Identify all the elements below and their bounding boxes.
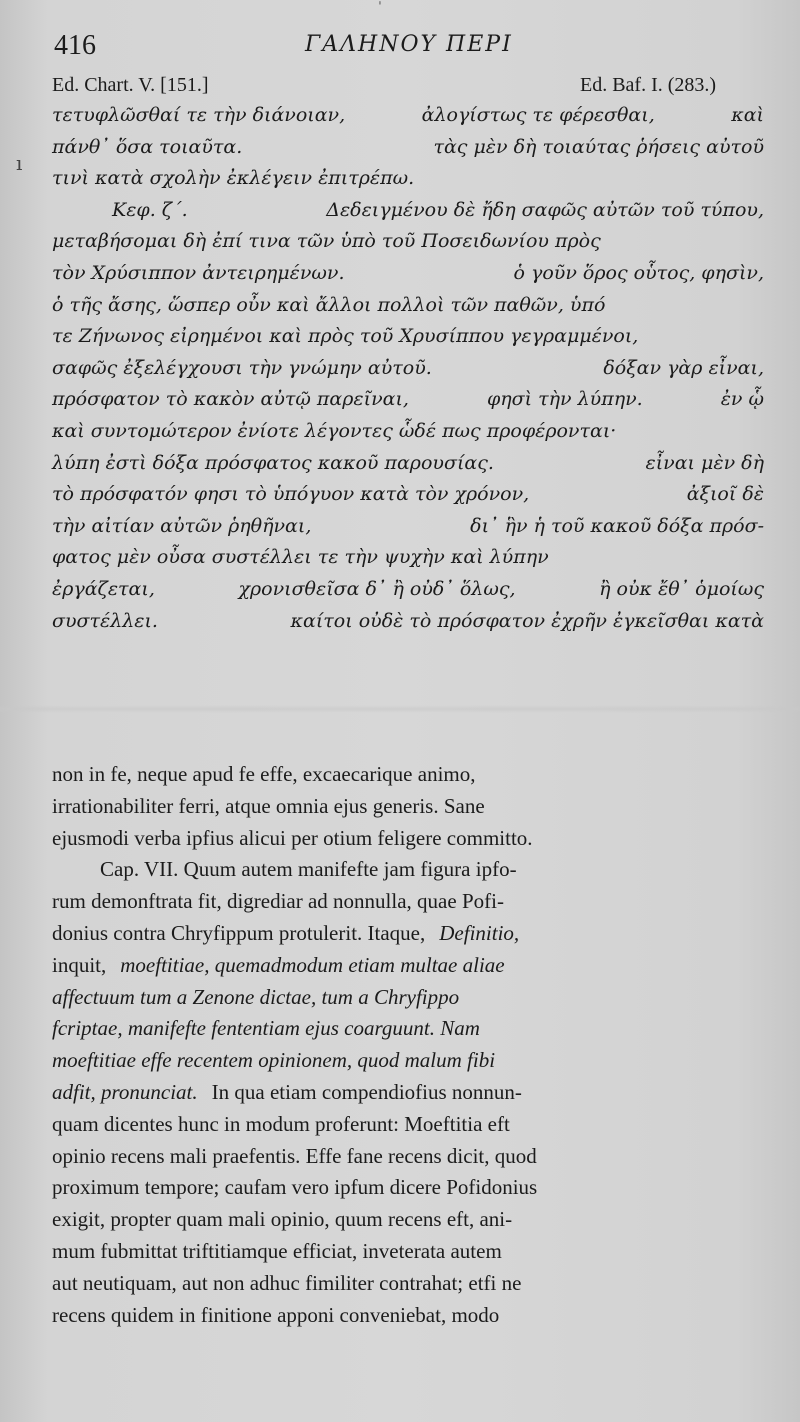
- greek-line: [52, 262, 764, 284]
- edition-reference-left: Ed. Chart. V. [151.]: [52, 74, 209, 96]
- latin-run: irrationabiliter ferri, atque omnia ejus generis. Sane: [52, 793, 485, 818]
- greek-line: [52, 420, 764, 442]
- latin-run: Cap. VII. Quum autem manifefte jam figura ipfo-: [100, 857, 517, 882]
- greek-line: [52, 578, 764, 600]
- latin-run: mum fubmittat triftitiamque efficiat, inveterata autem: [52, 1239, 502, 1263]
- latin-run: moeftitiae, quemadmodum etiam multae aliae: [120, 952, 505, 977]
- latin-line: [100, 857, 764, 882]
- greek-run: καὶ: [731, 104, 764, 126]
- latin-run: fcriptae, manifefte fententiam ejus coarguunt. Nam: [52, 1016, 480, 1041]
- latin-line: [52, 1207, 764, 1232]
- greek-run: τε Ζήνωνος εἰρημένοι καὶ πρὸς τοῦ Χρυσίππου γεγραμμένοι,: [52, 325, 639, 348]
- latin-line: [52, 1144, 764, 1169]
- latin-run: Definitio,: [439, 921, 520, 945]
- latin-line: [52, 953, 764, 978]
- latin-run: adfit, pronunciat.: [52, 1080, 198, 1104]
- greek-line: [52, 452, 764, 474]
- running-title: ΓΑΛΗΝΟΥ ΠΕΡΙ: [305, 32, 513, 57]
- greek-line: [52, 546, 764, 568]
- greek-run: τινὶ κατὰ σχολὴν ἐκλέγειν ἐπιτρέπω.: [52, 167, 415, 190]
- latin-run: rum demonftrata fit, digrediar ad nonnulla, quae Pofi-: [52, 889, 504, 914]
- greek-line: [112, 199, 764, 221]
- greek-run: τὸ πρόσφατόν φησι τὸ ὑπόγυον κατὰ τὸν χρόνον,: [52, 483, 530, 506]
- greek-run: συστέλλει.: [52, 609, 158, 632]
- edition-reference-right: Ed. Baf. I. (283.): [580, 74, 717, 96]
- greek-line: [52, 515, 764, 537]
- page-crease: [0, 705, 800, 713]
- greek-line: [52, 483, 764, 505]
- greek-run: φησὶ τὴν λύπην.: [486, 388, 643, 411]
- latin-line: [52, 762, 764, 787]
- greek-run: μεταβήσομαι δὴ ἐπί τινα τῶν ὑπὸ τοῦ Ποσειδωνίου πρὸς: [52, 230, 601, 253]
- latin-line: [52, 1239, 764, 1264]
- greek-line: [52, 294, 764, 316]
- greek-line: [52, 136, 764, 158]
- latin-line: [52, 1112, 764, 1137]
- greek-run: ἢ οὐκ ἔθ᾽ ὁμοίως: [599, 578, 764, 600]
- latin-run: affectuum tum a Zenone dictae, tum a Chryfippo: [52, 984, 460, 1009]
- greek-run: ἐργάζεται,: [52, 578, 155, 600]
- margin-mark: ı: [16, 151, 23, 175]
- greek-line: [52, 357, 764, 379]
- greek-run: εἶναι μὲν δὴ: [645, 451, 764, 474]
- latin-run: recens quidem in finitione apponi conveniebat, modo: [52, 1302, 500, 1327]
- greek-run: ὁ τῆς ἄσης, ὥσπερ οὖν καὶ ἄλλοι πολλοὶ τῶν παθῶν, ὑπό: [52, 293, 606, 316]
- latin-line: [52, 1175, 764, 1200]
- greek-run: τετυφλῶσθαί τε τὴν διάνοιαν,: [52, 104, 346, 126]
- greek-run: ἀλογίστως τε φέρεσθαι,: [421, 104, 655, 126]
- latin-line: [52, 1080, 764, 1105]
- greek-run: ἐν ᾧ: [720, 388, 764, 411]
- latin-run: quam dicentes hunc in modum proferunt: Moeftitia eft: [52, 1111, 510, 1136]
- greek-run: Δεδειγμένου δὲ ἤδη σαφῶς αὐτῶν τοῦ τύπου,: [326, 198, 764, 221]
- latin-line: [52, 1016, 764, 1041]
- latin-run: proximum tempore; caufam vero ipfum dicere Pofidonius: [52, 1175, 538, 1200]
- latin-line: [52, 1271, 764, 1296]
- greek-run: Κεφ. ζ΄.: [112, 198, 188, 221]
- greek-line: [52, 167, 764, 189]
- latin-run: inquit,: [52, 952, 107, 977]
- margin-tick-mark: ˈ: [378, 0, 382, 16]
- greek-line: [52, 610, 764, 632]
- greek-line: [52, 230, 764, 252]
- latin-run: moeftitiae effe recentem opinionem, quod malum fibi: [52, 1048, 496, 1073]
- greek-run: ἀξιοῖ δὲ: [686, 483, 764, 506]
- greek-run: ὁ γοῦν ὅρος οὗτος, φησὶν,: [513, 262, 764, 284]
- latin-line: [52, 889, 764, 914]
- latin-run: non in fe, neque apud fe effe, excaecarique animo,: [52, 762, 476, 786]
- latin-line: [52, 826, 764, 851]
- greek-run: πάνθ᾽ ὅσα τοιαῦτα.: [52, 135, 243, 158]
- greek-run: πρόσφατον τὸ κακὸν αὐτῷ παρεῖναι,: [52, 388, 409, 411]
- greek-run: τὰς μὲν δὴ τοιαύτας ῥήσεις αὐτοῦ: [433, 135, 764, 158]
- greek-run: σαφῶς ἐξελέγχουσι τὴν γνώμην αὐτοῦ.: [52, 356, 432, 379]
- greek-run: καὶ συντομώτερον ἐνίοτε λέγοντες ὧδέ πως προφέρονται·: [52, 420, 617, 442]
- greek-run: λύπη ἐστὶ δόξα πρόσφατος κακοῦ παρουσίας.: [52, 451, 494, 474]
- latin-line: [52, 985, 764, 1010]
- greek-run: δόξαν γὰρ εἶναι,: [603, 356, 764, 379]
- latin-run: opinio recens mali praefentis. Effe fane recens dicit, quod: [52, 1143, 537, 1168]
- greek-run: τὴν αἰτίαν αὐτῶν ῥηθῆναι,: [52, 514, 312, 537]
- greek-line: [52, 325, 764, 347]
- greek-run: δι᾽ ἣν ἡ τοῦ κακοῦ δόξα πρόσ-: [470, 514, 764, 537]
- greek-run: καίτοι οὐδὲ τὸ πρόσφατον ἐχρῆν ἐγκεῖσθαι κατὰ: [290, 609, 764, 632]
- latin-line: [52, 921, 764, 946]
- latin-run: exigit, propter quam mali opinio, quum recens eft, ani-: [52, 1207, 513, 1232]
- latin-line: [52, 1048, 764, 1073]
- latin-run: donius contra Chryfippum protulerit. Itaque,: [52, 921, 426, 945]
- latin-run: aut neutiquam, aut non adhuc fimiliter contrahat; etfi ne: [52, 1270, 522, 1295]
- latin-line: [52, 794, 764, 819]
- greek-run: φατος μὲν οὖσα συστέλλει τε τὴν ψυχὴν καὶ λύπην: [52, 546, 549, 569]
- greek-run: χρονισθεῖσα δ᾽ ἢ οὐδ᾽ ὅλως,: [238, 578, 516, 600]
- greek-run: τὸν Χρύσιππον ἀντειρημένων.: [52, 262, 345, 284]
- greek-line: [52, 104, 764, 126]
- latin-run: In qua etiam compendiofius nonnun-: [211, 1080, 522, 1104]
- greek-line: [52, 388, 764, 410]
- page-number: 416: [54, 30, 96, 61]
- latin-line: [52, 1303, 764, 1328]
- latin-run: ejusmodi verba ipfius alicui per otium feligere committo.: [52, 825, 533, 850]
